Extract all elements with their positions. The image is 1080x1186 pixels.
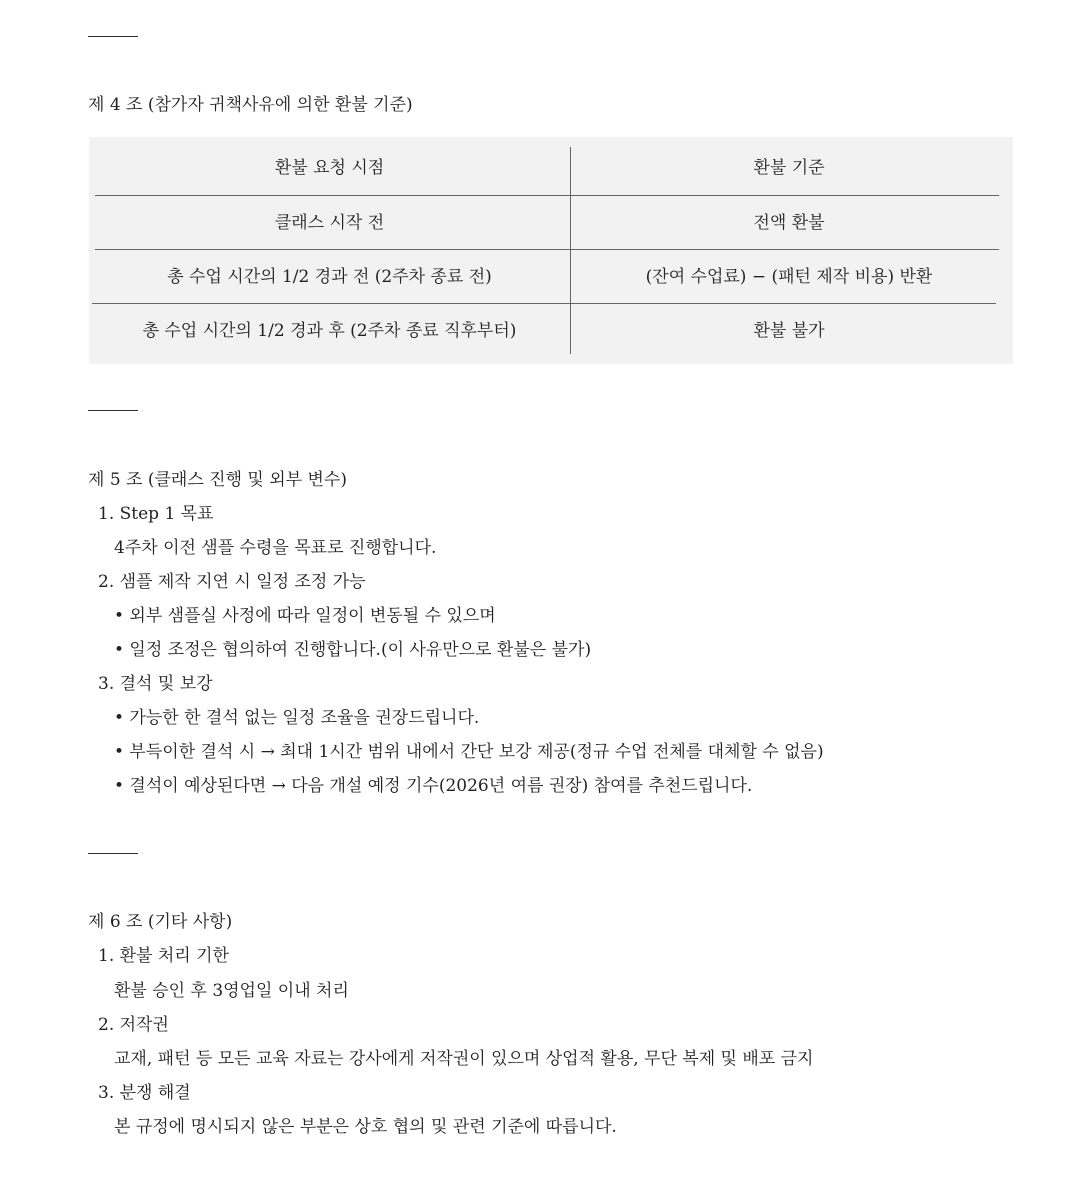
list-item-title: 1. 환불 처리 기한 [98, 946, 229, 966]
list-item-title: 2. 저작권 [98, 1015, 169, 1035]
table-column-divider [570, 147, 571, 354]
section-divider [88, 853, 138, 854]
section-divider [88, 36, 138, 37]
table-header-cell: 환불 요청 시점 [274, 158, 385, 178]
list-item-title: 3. 분쟁 해결 [98, 1083, 191, 1103]
table-row-divider [92, 303, 996, 304]
table-cell: 환불 불가 [753, 321, 825, 341]
list-item-title: 2. 샘플 제작 지연 시 일정 조정 가능 [98, 572, 366, 592]
table-row [89, 196, 1013, 250]
list-item-text: 4주차 이전 샘플 수령을 목표로 진행합니다. [114, 538, 437, 558]
bullet-item: • 외부 샘플실 사정에 따라 일정이 변동될 수 있으며 [114, 606, 496, 626]
table-row [89, 304, 1013, 358]
table-cell: 총 수업 시간의 1/2 경과 후 (2주차 종료 직후부터) [142, 321, 517, 341]
table-header-cell: 환불 기준 [753, 158, 825, 178]
table-cell: 전액 환불 [753, 213, 825, 233]
table-row-divider [95, 249, 999, 250]
list-item-text: 교재, 패턴 등 모든 교육 자료는 강사에게 저작권이 있으며 상업적 활용, 무단 복제 및 배포 금지 [114, 1049, 814, 1069]
table-cell: (잔여 수업료) − (패턴 제작 비용) 반환 [645, 267, 933, 287]
list-item-title: 1. Step 1 목표 [98, 504, 214, 524]
table-cell: 클래스 시작 전 [274, 213, 385, 233]
section-divider [88, 410, 138, 411]
article-4-heading: 제 4 조 (참가자 귀책사유에 의한 환불 기준) [88, 95, 413, 115]
table-header-row [89, 141, 1013, 195]
table-cell: 총 수업 시간의 1/2 경과 전 (2주차 종료 전) [167, 267, 492, 287]
bullet-item: • 일정 조정은 협의하여 진행합니다.(이 사유만으로 환불은 불가) [114, 640, 592, 660]
table-row-divider [95, 195, 999, 196]
list-item-text: 본 규정에 명시되지 않은 부분은 상호 협의 및 관련 기준에 따릅니다. [114, 1117, 617, 1137]
list-item-title: 3. 결석 및 보강 [98, 674, 213, 694]
bullet-item: • 부득이한 결석 시 → 최대 1시간 범위 내에서 간단 보강 제공(정규 수업 전체를 대체할 수 없음) [114, 742, 824, 762]
article-5-heading: 제 5 조 (클래스 진행 및 외부 변수) [88, 470, 347, 490]
bullet-item: • 결석이 예상된다면 → 다음 개설 예정 기수(2026년 여름 권장) 참여를 추천드립니다. [114, 776, 753, 796]
article-6-heading: 제 6 조 (기타 사항) [88, 912, 233, 932]
table-row [89, 250, 1013, 304]
list-item-text: 환불 승인 후 3영업일 이내 처리 [114, 981, 349, 1001]
bullet-item: • 가능한 한 결석 없는 일정 조율을 권장드립니다. [114, 708, 480, 728]
